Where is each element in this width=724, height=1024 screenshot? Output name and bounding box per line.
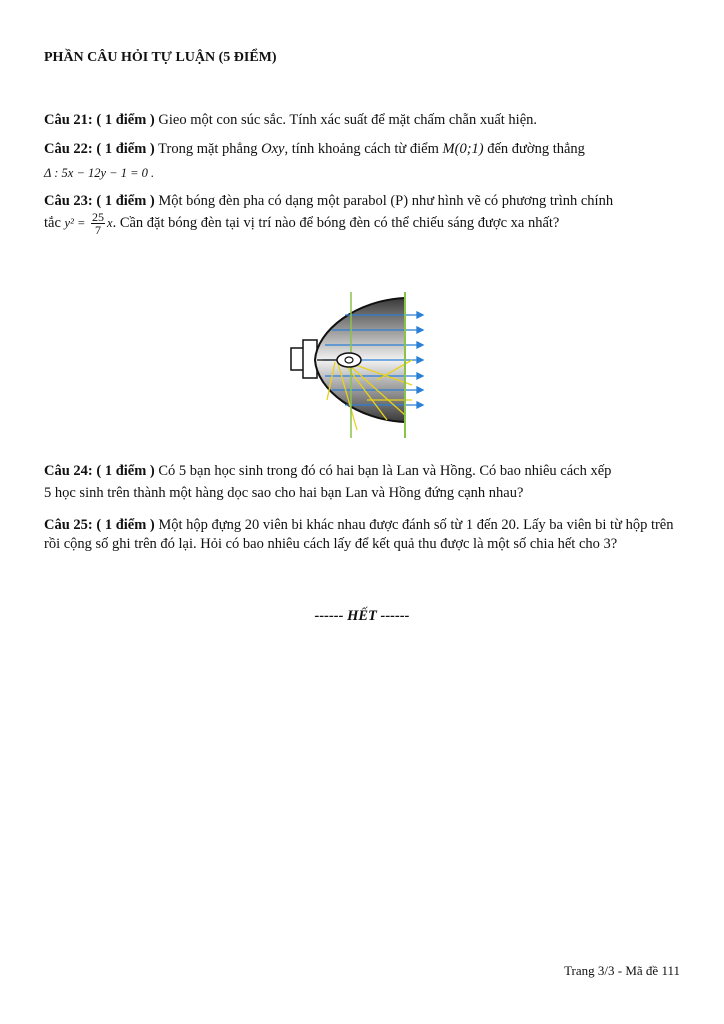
- question-text: tắc: [44, 214, 61, 231]
- question-23: [44, 193, 613, 210]
- question-text: Trong mặt phẳng: [158, 141, 258, 157]
- question-text: Một hộp đựng 20 viên bi khác nhau được đánh số từ 1 đến 20. Lấy ba viên bi từ hộp trên rồi cộng số ghi trên đó lại. Hỏi có bao nhiêu cách lấy để kết quả thu được là một số chia hết cho 3?: [44, 517, 674, 552]
- math-point: M(0;1): [442, 141, 484, 157]
- question-21: [44, 112, 537, 129]
- question-text: đến đường thẳng: [487, 141, 585, 157]
- question-24-line2: 5 học sinh trên thành một hàng dọc sao cho hai bạn Lan và Hồng đứng cạnh nhau?: [44, 485, 524, 501]
- question-text: , tính khoảng cách từ điểm: [284, 141, 439, 157]
- math-eq-lhs: y² =: [64, 215, 86, 230]
- question-text: Có 5 bạn học sinh trong đó có hai bạn là Lan và Hồng. Có bao nhiêu cách xếp: [158, 463, 612, 479]
- question-25: [44, 516, 684, 554]
- question-label: Câu 21: ( 1 điểm ): [44, 112, 155, 128]
- question-23-line2: [44, 211, 559, 236]
- question-label: Câu 25: ( 1 điểm ): [44, 517, 155, 533]
- headlight-figure: [287, 290, 427, 440]
- fraction-denominator: 7: [95, 223, 102, 237]
- bulb-shape: [337, 353, 361, 367]
- question-label: Câu 23: ( 1 điểm ): [44, 193, 155, 209]
- question-label: Câu 24: ( 1 điểm ): [44, 463, 155, 479]
- question-22: [44, 141, 585, 158]
- question-label: Câu 22: ( 1 điểm ): [44, 141, 155, 157]
- section-title: PHẦN CÂU HỎI TỰ LUẬN (5 ĐIỂM): [44, 50, 277, 65]
- fraction-numerator: 25: [92, 210, 105, 224]
- question-text: Một bóng đèn pha có dạng một parabol (P) như hình vẽ có phương trình chính: [158, 193, 614, 209]
- math-eq-rhs: x: [107, 215, 113, 230]
- page-footer: Trang 3/3 - Mã đề 111: [564, 963, 680, 978]
- math-oxy: Oxy: [261, 141, 285, 157]
- math-fraction: [91, 211, 105, 236]
- question-24: [44, 463, 611, 480]
- question-text: . Cần đặt bóng đèn tại vị trí nào để bóng đèn có thể chiếu sáng được xa nhất?: [112, 214, 560, 231]
- math-line-equation: Δ : 5x − 12y − 1 = 0 .: [44, 166, 155, 180]
- end-marker: ------ HẾT ------: [314, 608, 410, 624]
- question-text: Gieo một con súc sắc. Tính xác suất để mặt chấm chẵn xuất hiện.: [158, 112, 538, 128]
